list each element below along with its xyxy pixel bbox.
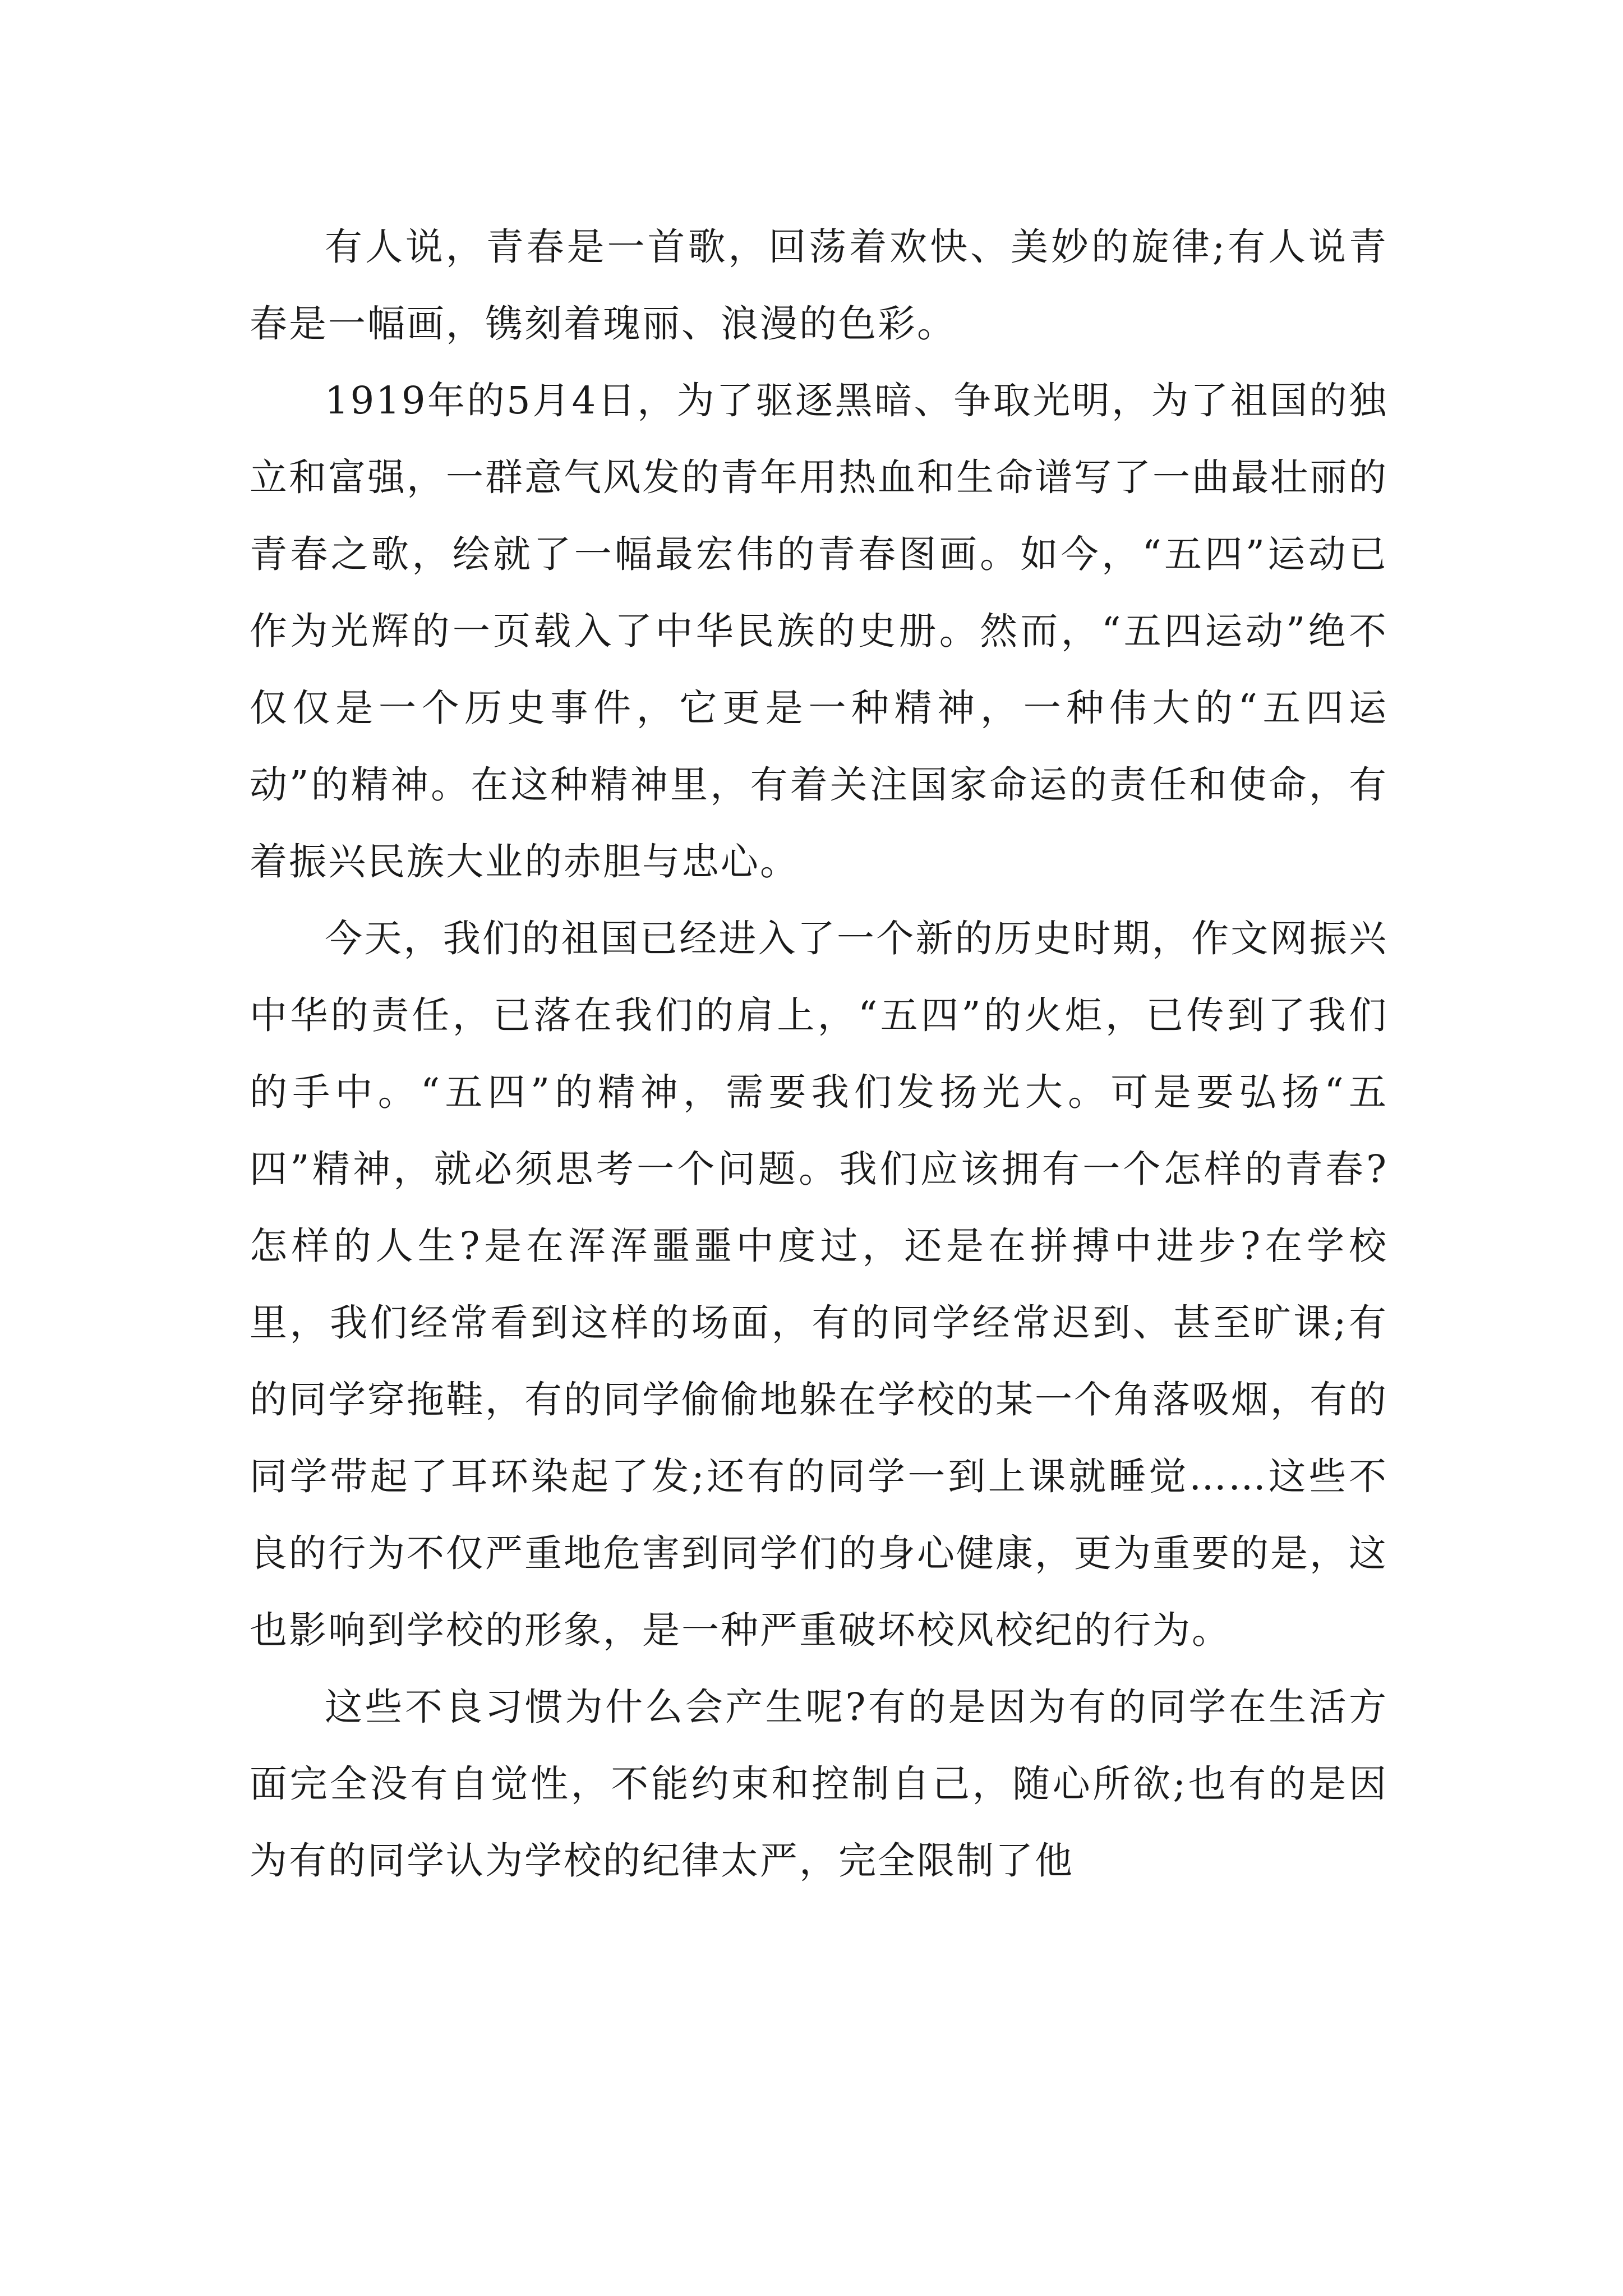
article-body (250, 209, 1388, 1899)
paragraph-4: 这些不良习惯为什么会产生呢?有的是因为有的同学在生活方面完全没有自觉性，不能约束和控制自己，随心所欲;也有的是因为有的同学认为学校的纪律太严，完全限制了他 (250, 1685, 1388, 1883)
paragraph-1: 有人说，青春是一首歌，回荡着欢快、美妙的旋律;有人说青春是一幅画，镌刻着瑰丽、浪漫的色彩。 (250, 225, 1388, 346)
paragraph-2: 1919年的5月4日，为了驱逐黑暗、争取光明，为了祖国的独立和富强，一群意气风发的青年用热血和生命谱写了一曲最壮丽的青春之歌，绘就了一幅最宏伟的青春图画。如今，“五四”运动已作为光辉的一页载入了中华民族的史册。然而，“五四运动”绝不仅仅是一个历史事件，它更是一种精神，一种伟大的“五四运动”的精神。在这种精神里，有着关注国家命运的责任和使命，有着振兴民族大业的赤胆与忠心。 (250, 379, 1388, 884)
paragraph-3: 今天，我们的祖国已经进入了一个新的历史时期，作文网振兴中华的责任，已落在我们的肩上，“五四”的火炬，已传到了我们的手中。“五四”的精神，需要我们发扬光大。可是要弘扬“五四”精神，就必须思考一个问题。我们应该拥有一个怎样的青春?怎样的人生?是在浑浑噩噩中度过，还是在拼搏中进步?在学校里，我们经常看到这样的场面，有的同学经常迟到、甚至旷课;有的同学穿拖鞋，有的同学偷偷地躲在学校的某一个角落吸烟，有的同学带起了耳环染起了发;还有的同学一到上课就睡觉……这些不良的行为不仅严重地危害到同学们的身心健康，更为重要的是，这也影响到学校的形象，是一种严重破坏校风校纪的行为。 (250, 917, 1388, 1652)
